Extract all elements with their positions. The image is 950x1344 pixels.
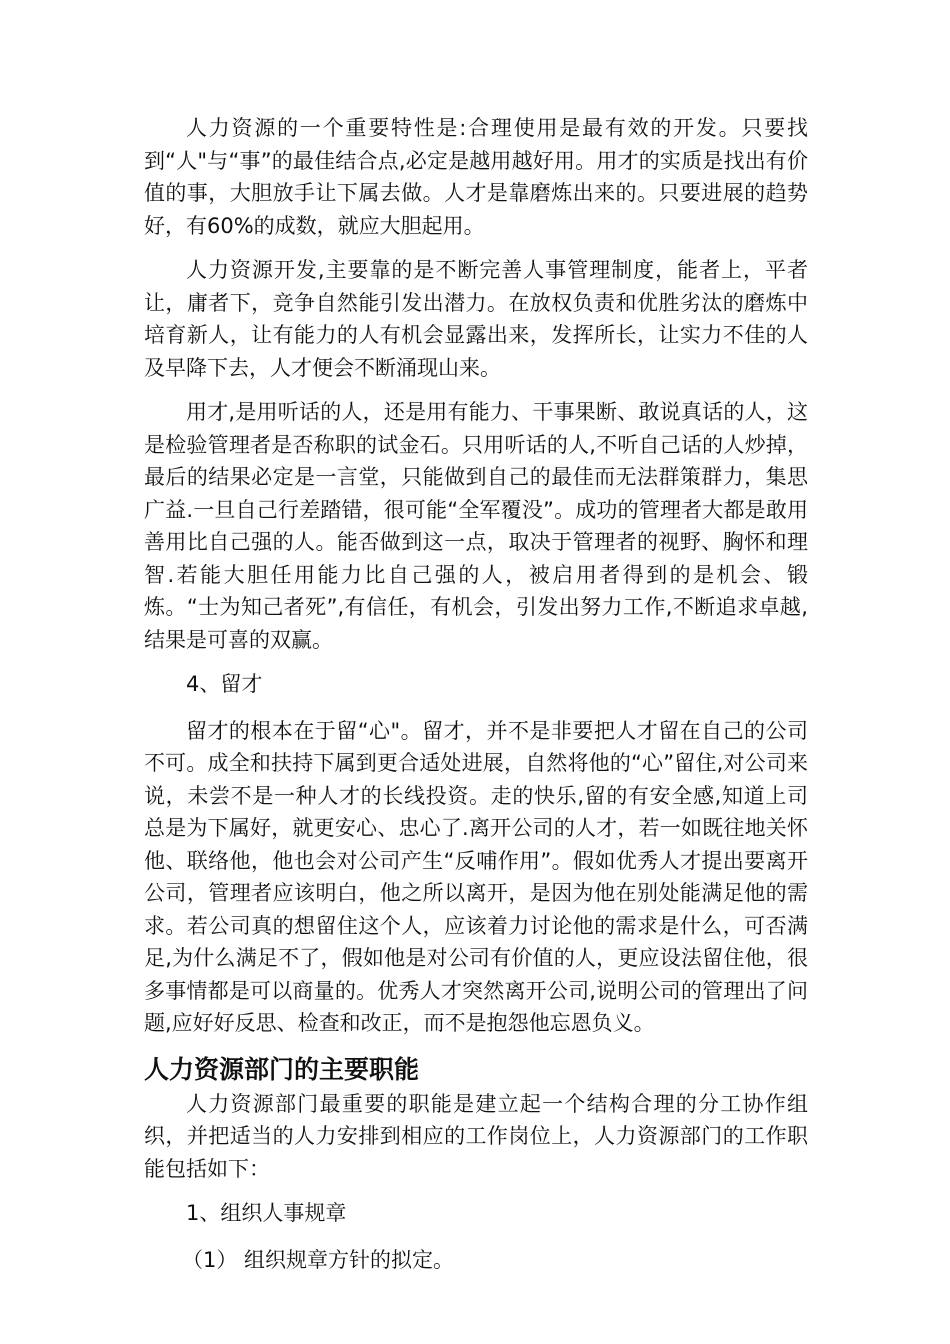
sub-item-policy-drafting: （1） 组织规章方针的拟定。 xyxy=(182,1247,455,1272)
paragraph-using-talent: 用才,是用听话的人，还是用有能力、干事果断、敢说真话的人，这是检验管理者是否称职的试金石。只用听话的人,不听自己话的人炒掉，最后的结果必定是一言堂，只能做到自己的最佳而无法群策群力，集思广益.一旦自己行差踏错，很可能“全军覆没”。成功的管理者大都是敢用善用比自己强的人。能否做到这一点，取决于管理者的视野、胸怀和理智.若能大胆任用能力比自己强的人，被启用者得到的是机会、锻炼。“士为知己者死”,有信任，有机会，引发出努力工作,不断追求卓越,结果是可喜的双赢。 xyxy=(144,400,808,652)
section-title-retain-talent: 4、留才 xyxy=(186,672,263,696)
document-body xyxy=(144,112,808,1290)
paragraph-talent-use: 人力资源的一个重要特性是:合理使用是最有效的开发。只要找到“人"与“事”的最佳结合点,必定是越用越好用。用才的实质是找出有价值的事，大胆放手让下属去做。人才是靠磨炼出来的。只要进展的趋势好，有60%的成数，就应大胆起用。 xyxy=(144,116,808,238)
paragraph-hr-functions: 人力资源部门最重要的职能是建立起一个结构合理的分工协作组织，并把适当的人力安排到相应的工作岗位上，人力资源部门的工作职能包括如下： xyxy=(144,1091,808,1181)
section-heading-hr-functions: 人力资源部门的主要职能 xyxy=(144,1054,420,1084)
list-item-organization-rules: 1、组织人事规章 xyxy=(186,1201,347,1225)
paragraph-retain-talent: 留才的根本在于留“心"。留才，并不是非要把人才留在自己的公司不可。成全和扶持下属到更合适处进展，自然将他的“心”留住,对公司来说，未尝不是一种人才的长线投资。走的快乐,留的有安全感,知道上司总是为下属好，就更安心、忠心了.离开公司的人才，若一如既往地关怀他、联络他，他也会对公司产生“反哺作用”。假如优秀人才提出要离开公司，管理者应该明白，他之所以离开，是因为他在别处能满足他的需求。若公司真的想留住这个人，应该着力讨论他的需求是什么，可否满足,为什么满足不了，假如他是对公司有价值的人，更应设法留住他，很多事情都是可以商量的。优秀人才突然离开公司,说明公司的管理出了问题,应好好反思、检查和改正，而不是抱怨他忘恩负义。 xyxy=(144,718,808,1035)
paragraph-talent-development: 人力资源开发,主要靠的是不断完善人事管理制度，能者上，平者让，庸者下，竞争自然能引发出潜力。在放权负责和优胜劣汰的磨炼中培育新人，让有能力的人有机会显露出来，发挥所长，让实力不佳的人及早降下去，人才便会不断涌现山来。 xyxy=(144,258,808,380)
